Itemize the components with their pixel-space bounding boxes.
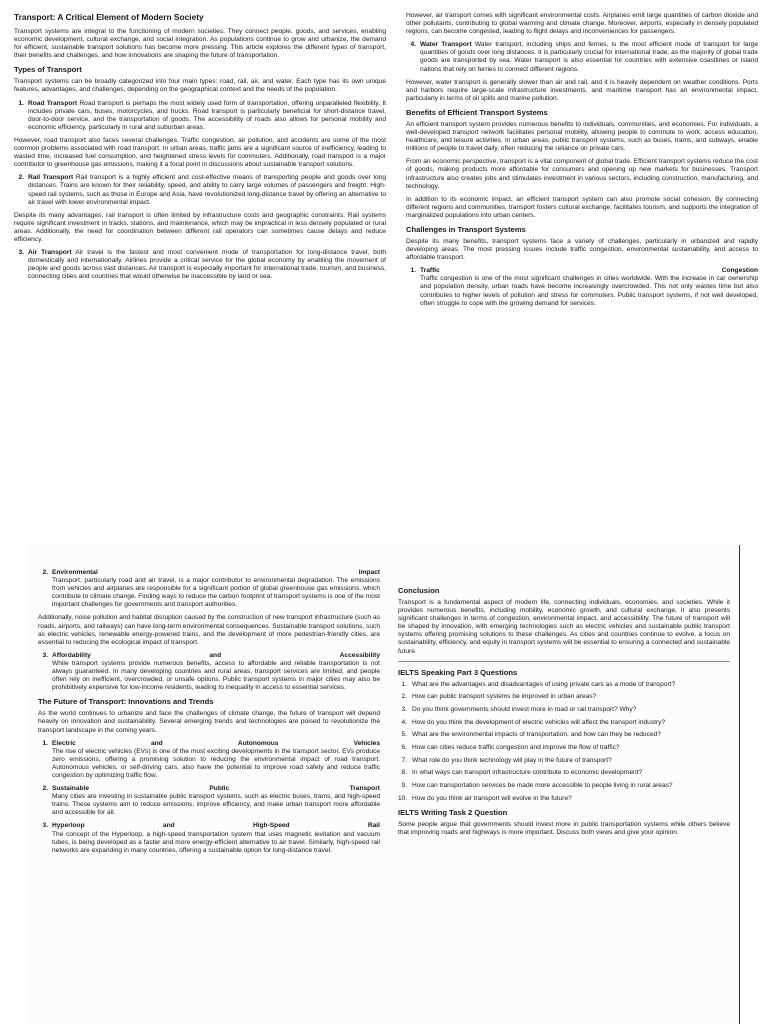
- item-number: 2.: [18, 174, 24, 182]
- left-column: [38, 569, 380, 860]
- question-text: Do you think governments should invest more in road or rail transport? Why?: [412, 706, 637, 714]
- item-number: 1.: [42, 739, 48, 747]
- question-item: [398, 782, 730, 790]
- item-lead-left: Environmental: [52, 569, 98, 576]
- item-lead-right: Rail: [367, 822, 380, 830]
- item-lead-right: Impact: [358, 569, 380, 576]
- future-intro: As the world continues to urbanize and face the challenges of climate change, the future of transport will depend heavily on innovation and sustainability. Several emerging trends and technologies are poised to revolutionize the transport landscape in the coming years.: [38, 710, 380, 734]
- item-lead-right: Congestion: [721, 267, 758, 275]
- question-text: How do you think the development of electric vehicles will affect the transport industry?: [412, 718, 666, 726]
- item-number: 3.: [18, 249, 24, 257]
- item-lead-mid1: and: [150, 739, 163, 747]
- item-number: 2.: [42, 785, 48, 793]
- question-item: [398, 719, 730, 727]
- benefits-heading: Benefits of Efficient Transport Systems: [406, 107, 548, 117]
- question-number: 4.: [401, 718, 407, 726]
- water-after: However, water transport is generally slower than air and rail, and it is heavily dependent on weather conditions. Ports and harbors require large-scale infrastructure investments, and maritime transport has an environmental impact, particularly in terms of oil spills and marine pollution.: [406, 78, 758, 102]
- item-lead-left: Traffic: [420, 267, 440, 275]
- hyperloop-item: [38, 822, 380, 854]
- rail-transport-item: [14, 174, 386, 206]
- item-number: 3.: [42, 651, 48, 659]
- item-number: 3.: [42, 822, 48, 830]
- question-item: [398, 744, 730, 752]
- question-item: [398, 731, 730, 739]
- item-lead-left: Electric: [52, 739, 76, 747]
- question-item: [398, 681, 730, 689]
- question-item: [398, 795, 730, 803]
- question-item: [398, 757, 730, 765]
- conclusion-paragraph: Transport is a fundamental aspect of modern life, connecting individuals, economies, and societies. While it provides numerous benefits, including mobility, economic growth, and cultural exchange, it also presents significant challenges in terms of congestion, environmental impact, and accessibility. The future of transport will be shaped by innovation, with emerging technologies such as electric vehicles and sustainable public transport systems offering promising solutions to these challenges. As cities and countries continue to evolve, a focus on sustainability, efficiency, and equity in transport systems will be essential to ensuring a connected and sustainable future.: [398, 599, 730, 655]
- right-column: [398, 581, 730, 842]
- item-text: Rail transport is a highly efficient and cost-effective means of transporting people and goods over long distances. Trains are known for their reliability, speed, and ability to carry large volumes of passengers and freight. High-speed rail systems, such as those in Europe and Asia, have revolutionized long-distance travel by offering an alternative to air travel with lower environmental impact.: [28, 174, 386, 206]
- affordability-item: [38, 652, 380, 692]
- traffic-congestion-item: [406, 267, 758, 307]
- item-text: Traffic congestion is one of the most significant challenges in cities worldwide. With the increase in car ownership and population density, urban roads have become increasingly overcrowded. This not only wastes time but also contributes to higher levels of pollution and stress for commuters. Public transport systems, if not well developed, often struggle to cope with the growing demand for services.: [420, 275, 758, 307]
- item-number: 1.: [18, 99, 24, 107]
- question-number: 9.: [401, 782, 407, 790]
- question-text: In what ways can transport infrastructure contribute to economic development?: [412, 769, 643, 777]
- question-text: How can public transport systems be improved in urban areas?: [412, 693, 597, 701]
- question-text: What are the advantages and disadvantages of using private cars as a mode of transport?: [412, 680, 676, 688]
- item-lead-left: Hyperloop: [52, 822, 85, 830]
- item-number: 4.: [410, 41, 416, 49]
- sustainable-transport-item: [38, 785, 380, 817]
- future-heading: The Future of Transport: Innovations and Trends: [38, 697, 214, 707]
- item-text: Air travel is the fastest and most convenient mode of transportation for long-distance travel, both domestically and internationally. Airlines provide a critical service for the global economy by enabling the movement of people and goods across vast distances. Air transport is especially important for international trade, tourism, and business, connecting cities and countries that would otherwise be inaccessible by land or sea.: [28, 249, 386, 281]
- question-text: What role do you think technology will play in the future of transport?: [412, 756, 612, 764]
- right-column: [406, 12, 758, 313]
- challenges-heading: Challenges in Transport Systems: [406, 224, 526, 234]
- water-transport-item: [406, 41, 758, 73]
- question-list: [398, 681, 730, 803]
- question-text: How do you think air transport will evolve in the future?: [412, 794, 572, 802]
- item-lead: Rail Transport: [28, 174, 74, 182]
- intro-paragraph: Transport systems are integral to the functioning of modern societies. They connect people, goods, and services, enabling economic development, cultural exchange, and social integration. As populations continue to grow and urbanize, the demand for efficient, sustainable transport solutions has become more pressing. This article explores the different types of transport, their benefits and challenges, and how innovations are shaping the future of transportation.: [14, 28, 386, 60]
- electric-vehicles-item: [38, 740, 380, 780]
- item-number: 2.: [42, 569, 48, 576]
- question-number: 1.: [401, 680, 407, 688]
- question-item: [398, 693, 730, 701]
- benefits-paragraph-3: In addition to its economic impact, an efficient transport system can also promote social cohesion. By connecting different regions and communities, transport fosters cultural exchange, facilitates tourism, and supports the integration of marginalized populations into urban centers.: [406, 195, 758, 219]
- item-lead: Air Transport: [28, 249, 72, 257]
- item-lead-left: Affordability: [52, 651, 91, 659]
- item-text: The rise of electric vehicles (EVs) is one of the most exciting developments in the transport sector. EVs produce zero emissions, offering a promising solution to reducing the environmental impact of road transport. Autonomous vehicles, or self-driving cars, also have the potential to improve road safety and reduce traffic congestion by optimizing traffic flow.: [52, 747, 380, 779]
- types-heading: Types of Transport: [14, 65, 82, 75]
- divider: [398, 661, 730, 662]
- item-lead-right: Accessibility: [339, 651, 380, 659]
- item-lead-mid: and: [209, 651, 222, 659]
- item-text: Many cities are investing in sustainable public transport systems, such as electric buses, trams, and high-speed trains. These systems aim to reduce emissions, improve efficiency, and make urban transport more affordable and accessible for all.: [52, 793, 380, 817]
- article-title: Transport: A Critical Element of Modern Society: [14, 12, 204, 22]
- road-transport-item: [14, 100, 386, 132]
- question-item: [398, 769, 730, 777]
- air-after: However, air transport comes with significant environmental costs. Airplanes emit large quantities of carbon dioxide and other pollutants, contributing to global warming and climate change. Moreover, airports, especially in densely populated regions, can become congested, leading to flight delays and inconveniences for passengers.: [406, 12, 758, 36]
- conclusion-heading: Conclusion: [398, 586, 440, 595]
- question-number: 2.: [401, 693, 407, 701]
- page-sheet-1: [0, 0, 768, 440]
- question-number: 5.: [401, 731, 407, 739]
- item-lead-right: Transport: [349, 785, 380, 793]
- item-lead-mid2: Autonomous: [237, 739, 279, 747]
- road-after: However, road transport also faces several challenges. Traffic congestion, air pollution, and accidents are some of the most common problems associated with road transport. In urban areas, traffic jams are a significant source of inefficiency, leading to wasted time, increased fuel consumption, and heightened stress levels for commuters. Additionally, road transport is a major contributor to greenhouse gas emissions, making it a focal point in discussions about sustainable transport solutions.: [14, 136, 386, 169]
- item-lead-left: Sustainable: [52, 785, 90, 793]
- item-text: Road transport is perhaps the most widely used form of transportation, offering unparalleled flexibility. It includes private cars, buses, motorcycles, and trucks. Road transport is particularly beneficial for short-distance travel, door-to-door service, and the transportation of goods. The accessibility of roads also allows for personal mobility and economic efficiency, particularly in rural and suburban areas.: [28, 99, 386, 131]
- question-text: How can transportation services be made more accessible to people living in rural areas?: [412, 782, 673, 790]
- item-lead-mid1: and: [162, 822, 175, 830]
- writing-task: Some people argue that governments should invest more in public transportation systems while others believe that improving roads and highways is more important. Discuss both views and give your opinion.: [398, 820, 730, 837]
- air-transport-item: [14, 249, 386, 281]
- question-number: 3.: [401, 706, 407, 714]
- environmental-impact-item: [38, 569, 380, 609]
- item-lead: Water Transport: [420, 41, 472, 49]
- item-text: The concept of the Hyperloop, a high-speed transportation system that uses magnetic levitation and vacuum tubes, is being developed as a faster and more energy-efficient alternative to air travel. Similarly, high-speed rail networks are expanding in many countries, offering a sustainable option for long-distance travel.: [52, 830, 380, 854]
- item-lead-mid: Public: [209, 785, 230, 793]
- question-number: 8.: [401, 769, 407, 777]
- speaking-heading: IELTS Speaking Part 3 Questions: [398, 667, 518, 677]
- item-lead-right: Vehicles: [353, 739, 380, 747]
- challenges-intro: Despite its many benefits, transport systems face a variety of challenges, particularly in urbanized and rapidly developing areas. The most pressing issues include traffic congestion, environmental sustainability, and access to affordable transport.: [406, 237, 758, 262]
- item-lead-mid2: High-Speed: [252, 822, 290, 830]
- item-text: While transport systems provide numerous benefits, access to affordable and reliable transportation is not always guaranteed. In many developing countries and rural areas, transport services are limited, and people often rely on inefficient, overcrowded, or unsafe options. Public transport systems in major cities may also be prohibitively expensive for low-income residents, leading to inequality in access to essential services.: [52, 659, 380, 692]
- rail-after: Despite its many advantages, rail transport is often limited by infrastructure costs and geographic constraints. Rail systems require significant investment in tracks, stations, and maintenance, which may be impractical in less densely populated or rural areas. Additionally, the need for coordination between different rail operators can sometimes cause delays and reduce efficiency.: [14, 211, 386, 243]
- env-after: Additionally, noise pollution and habitat disruption caused by the construction of new transport infrastructure (such as roads, airports, and railways) can have long-term environmental consequences. Sustainable transport solutions, such as electric vehicles, renewable energy-powered trains, and the development of more pedestrian-friendly cities, are essential to reducing the ecological impact of transport.: [38, 614, 380, 646]
- question-text: How can cities reduce traffic congestion and improve the flow of traffic?: [412, 744, 620, 752]
- item-lead: Road Transport: [28, 99, 78, 107]
- item-number: 1.: [410, 267, 416, 275]
- question-item: [398, 706, 730, 714]
- page-sheet-2: [28, 545, 740, 1024]
- item-text: Water transport, including ships and ferries, is the most efficient mode of transport for large quantities of goods over long distances. It is particularly crucial for international trade, as the majority of global trade goods are transported by sea. Water transport is also essential for countries with extensive coastlines or island nations that rely on ferries to connect different regions.: [420, 41, 758, 73]
- writing-heading: IELTS Writing Task 2 Question: [398, 807, 508, 817]
- question-number: 10.: [398, 794, 408, 802]
- item-text: Transport, particularly road and air travel, is a major contributor to environmental degradation. The emissions from vehicles and airplanes are responsible for a significant portion of global greenhouse gas emissions, which contribute to climate change. Finding ways to reduce the carbon footprint of transport systems is one of the most important challenges for governments and transport authorities.: [52, 577, 380, 609]
- question-text: What are the environmental impacts of transportation, and how can they be reduced?: [412, 731, 661, 739]
- benefits-paragraph-1: An efficient transport system provides numerous benefits to individuals, communities, and economies. For individuals, a well-developed transport network facilitates personal mobility, allowing people to commute to work, access education, healthcare, and leisure activities. In urban areas, public transport systems, such as buses, trams, and subways, enable millions of people to travel daily, often reducing the reliance on private cars.: [406, 120, 758, 153]
- left-column: [14, 12, 386, 286]
- types-intro: Transport systems can be broadly categorized into four main types: road, rail, air, and water. Each type has its own unique features, advantages, and challenges, depending on the geographical context and the needs of the population.: [14, 78, 386, 94]
- question-number: 6.: [401, 744, 407, 752]
- question-number: 7.: [401, 756, 407, 764]
- benefits-paragraph-2: From an economic perspective, transport is a vital component of global trade. Efficient transport systems reduce the cost of goods, making products more affordable for consumers and opening up new markets for businesses. Transport infrastructure also creates jobs and stimulates investment in various sectors, including construction, manufacturing, and technology.: [406, 158, 758, 190]
